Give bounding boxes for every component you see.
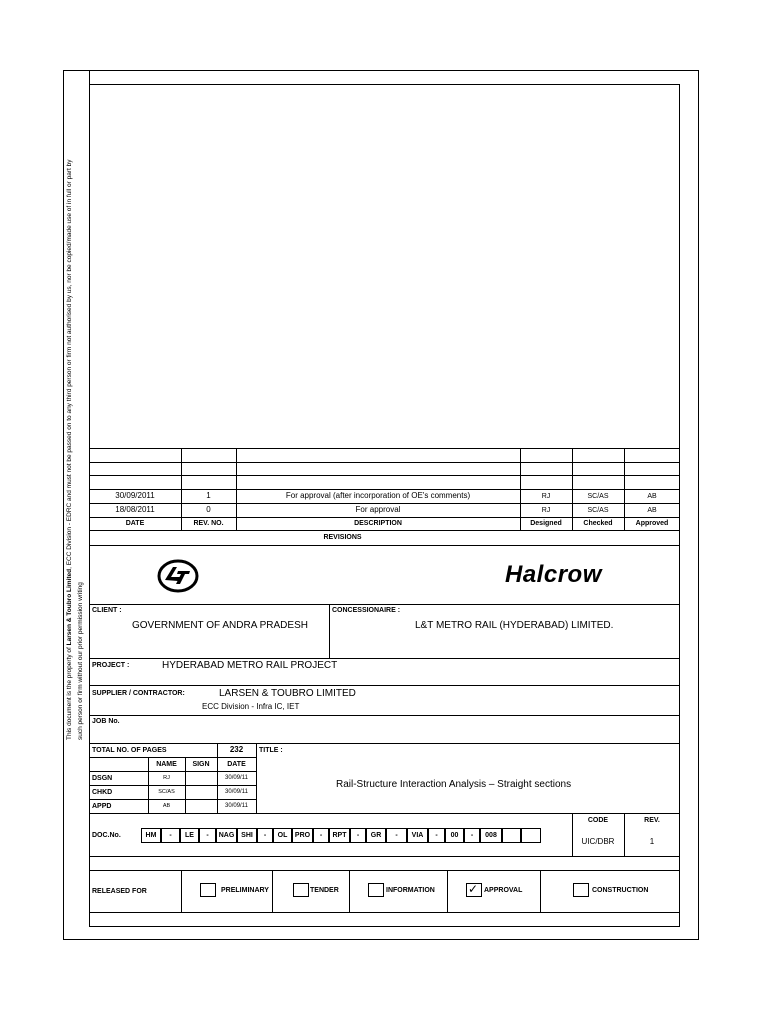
docno-cell: LE — [180, 828, 199, 843]
rev-header-checked: Checked — [583, 520, 613, 527]
concessionaire-label: CONCESSIONAIRE : — [332, 607, 401, 614]
signoff-date: 30/09/11 — [225, 775, 248, 781]
signoff-name: RJ — [163, 775, 170, 781]
rev-description: For approval (after incorporation of OE's comments) — [285, 491, 471, 500]
signoff-header-name: NAME — [156, 761, 177, 768]
preliminary-label: PRELIMINARY — [221, 887, 269, 894]
client-value: GOVERNMENT OF ANDRA PRADESH — [132, 620, 308, 631]
job-label: JOB No. — [92, 718, 120, 725]
signoff-date: 30/09/11 — [225, 803, 248, 809]
rev-date: 30/09/2011 — [115, 491, 155, 500]
docno-cell: - — [161, 828, 180, 843]
supplier-division: ECC Division - Infra IC, IET — [202, 702, 300, 711]
rev-label: REV. — [644, 817, 660, 824]
rev-header-no: REV. NO. — [193, 520, 224, 527]
docno-cell: SHI — [237, 828, 257, 843]
code-label: CODE — [587, 817, 609, 824]
docno-cell: - — [313, 828, 329, 843]
docno-cell: 008 — [480, 828, 502, 843]
rev-no: 1 — [206, 491, 211, 500]
information-checkbox[interactable] — [368, 883, 384, 897]
supplier-label: SUPPLIER / CONTRACTOR: — [92, 690, 185, 697]
signoff-role: APPD — [92, 803, 112, 810]
rev-value: 1 — [649, 837, 655, 846]
information-label: INFORMATION — [386, 887, 435, 894]
docno-cell: PRO — [292, 828, 313, 843]
rev-approved: AB — [647, 507, 657, 514]
signoff-header-date: DATE — [227, 761, 246, 768]
document-title: Rail-Structure Interaction Analysis – Straight sections — [336, 779, 572, 790]
signoff-header-sign: SIGN — [192, 761, 210, 768]
docno-cell: NAG — [216, 828, 237, 843]
docno-cell: - — [350, 828, 366, 843]
tender-label: TENDER — [310, 887, 339, 894]
approval-checkbox[interactable] — [466, 883, 482, 897]
pages-value: 232 — [229, 745, 244, 754]
concessionaire-value: L&T METRO RAIL (HYDERABAD) LIMITED. — [415, 620, 614, 631]
halcrow-logo: Halcrow — [505, 561, 602, 588]
docno-cell: GR — [366, 828, 386, 843]
rev-header-approved: Approved — [635, 520, 669, 527]
docno-cell: - — [428, 828, 445, 843]
rev-header-date: DATE — [125, 520, 145, 527]
released-label: RELEASED FOR — [92, 888, 147, 895]
approval-label: APPROVAL — [484, 887, 523, 894]
client-label: CLIENT : — [92, 607, 122, 614]
rev-description: For approval — [355, 505, 401, 514]
docno-label: DOC.No. — [92, 832, 121, 839]
docno-cell — [521, 828, 541, 843]
docno-cell: VIA — [407, 828, 428, 843]
rev-date: 18/08/2011 — [115, 505, 155, 514]
construction-checkbox[interactable] — [573, 883, 589, 897]
docno-cell: 00 — [445, 828, 464, 843]
confidentiality-note-line2: such person or firm without our prior permission writing — [77, 582, 84, 740]
rev-designed: RJ — [541, 493, 551, 500]
project-value: HYDERABAD METRO RAIL PROJECT — [162, 660, 338, 671]
rev-checked: SC/AS — [587, 493, 609, 500]
signoff-date: 30/09/11 — [225, 789, 248, 795]
docno-cell: - — [464, 828, 480, 843]
rev-designed: RJ — [541, 507, 551, 514]
lt-logo — [156, 557, 200, 600]
signoff-role: CHKD — [92, 789, 113, 796]
pages-label: TOTAL NO. OF PAGES — [92, 747, 167, 754]
docno-cell — [502, 828, 521, 843]
preliminary-checkbox[interactable] — [200, 883, 216, 897]
check-mark-icon: ✓ — [468, 882, 479, 896]
revisions-title: REVISIONS — [323, 534, 362, 541]
docno-cell: RPT — [329, 828, 350, 843]
rev-checked: SC/AS — [587, 507, 609, 514]
construction-label: CONSTRUCTION — [592, 887, 649, 894]
docno-cell: HM — [141, 828, 161, 843]
project-label: PROJECT : — [92, 662, 130, 669]
rev-no: 0 — [206, 505, 211, 514]
signoff-name: AB — [162, 803, 171, 809]
docno-cell: - — [199, 828, 216, 843]
signoff-name: SC/AS — [158, 789, 175, 795]
supplier-value: LARSEN & TOUBRO LIMITED — [219, 688, 356, 699]
signoff-role: DSGN — [92, 775, 113, 782]
confidentiality-note: This document is the property of Larsen & Toubro Limited, ECC Division - EDRC and must not be passed on to any third person or firm not authorised by us, nor be copied/made use of in full or part by — [66, 159, 73, 740]
code-value: UIC/DBR — [581, 837, 615, 846]
docno-cell: - — [257, 828, 273, 843]
tender-checkbox[interactable] — [293, 883, 309, 897]
title-label: TITLE : — [259, 747, 283, 754]
rev-approved: AB — [647, 493, 657, 500]
docno-cell: - — [386, 828, 407, 843]
rev-header-description: DESCRIPTION — [354, 520, 402, 527]
docno-cell: OL — [273, 828, 292, 843]
rev-header-designed: Designed — [530, 520, 562, 527]
